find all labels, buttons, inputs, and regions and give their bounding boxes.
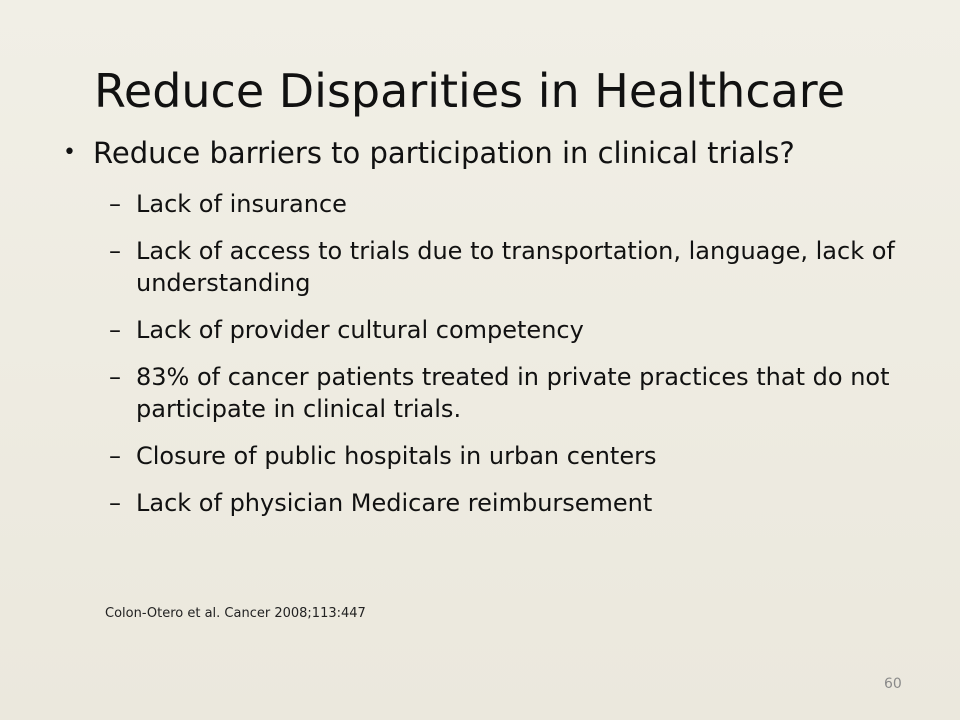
dash-icon: – bbox=[109, 489, 121, 517]
dash-icon: – bbox=[109, 237, 121, 265]
bullet-point-icon: • bbox=[63, 140, 76, 165]
sub-bullet-text: Lack of provider cultural competency bbox=[136, 316, 584, 344]
sub-bullet-item bbox=[58, 235, 908, 299]
sub-bullet-item bbox=[58, 440, 908, 472]
sub-bullet-item bbox=[58, 487, 908, 519]
sub-bullet-text: Lack of insurance bbox=[136, 190, 347, 218]
sub-bullet-text: Closure of public hospitals in urban centers bbox=[136, 442, 657, 470]
sub-bullet-text: Lack of access to trials due to transportation, language, lack of understanding bbox=[136, 237, 895, 297]
dash-icon: – bbox=[109, 190, 121, 218]
sub-bullet-item bbox=[58, 361, 908, 425]
page-number: 60 bbox=[884, 676, 902, 692]
dash-icon: – bbox=[109, 363, 121, 391]
sub-bullet-item bbox=[58, 188, 908, 220]
sub-bullet-text: Lack of physician Medicare reimbursement bbox=[136, 489, 653, 517]
sub-bullet-list bbox=[58, 188, 908, 519]
dash-icon: – bbox=[109, 442, 121, 470]
main-bullet-text: Reduce barriers to participation in clinical trials? bbox=[93, 136, 795, 170]
sub-bullet-item bbox=[58, 314, 908, 346]
slide-title: Reduce Disparities in Healthcare bbox=[94, 64, 846, 118]
citation: Colon-Otero et al. Cancer 2008;113:447 bbox=[105, 606, 366, 621]
main-bullet bbox=[58, 134, 908, 172]
dash-icon: – bbox=[109, 316, 121, 344]
sub-bullet-text: 83% of cancer patients treated in private practices that do not participate in clinical trials. bbox=[136, 363, 890, 423]
slide-content bbox=[58, 134, 908, 534]
